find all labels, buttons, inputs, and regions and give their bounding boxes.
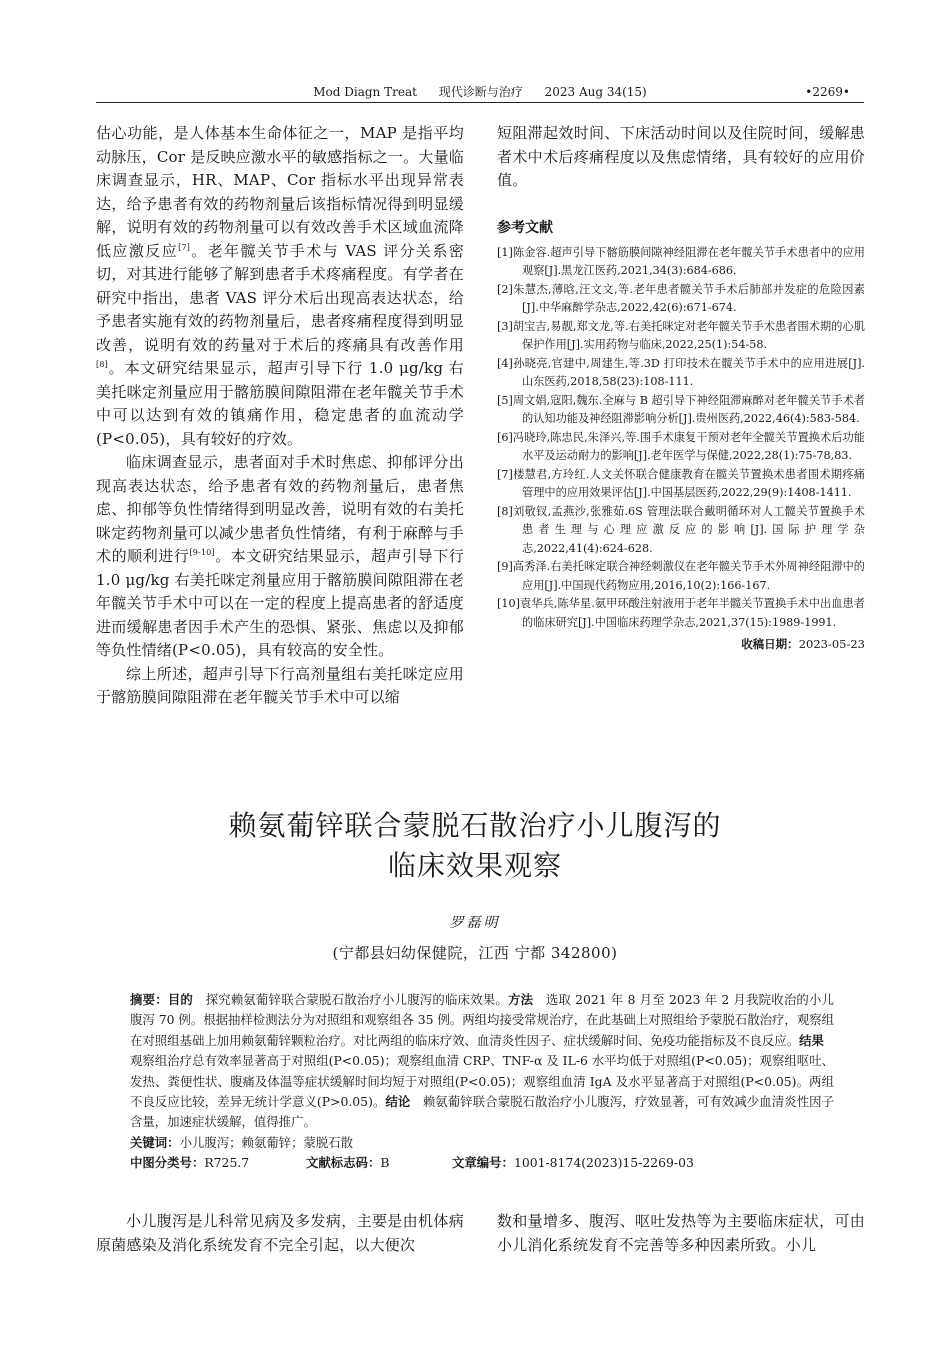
paragraph-3: 综上所述，超声引导下行高剂量组右美托咪定应用于髂筋膜间隙阻滞在老年髋关节手术中可以缩 <box>96 664 464 706</box>
intro-paragraph: 小儿腹泻是儿科常见病及多发病，主要是由机体病原菌感染及消化系统发育不完全引起，以大便次 <box>96 1212 464 1254</box>
abstract-text <box>130 990 837 1133</box>
references-list <box>497 244 865 633</box>
article-title <box>0 806 950 886</box>
journal-issue: 2023 Aug 34(15) <box>544 85 647 99</box>
objective-label: 目的 <box>167 992 194 1007</box>
methods-label: 方法 <box>508 992 534 1007</box>
citation-8: [8] <box>96 360 108 369</box>
header-center <box>96 82 864 102</box>
bottom-right-column <box>497 1210 865 1257</box>
reference-item: [5]周文娟,寇阳,魏东.全麻与 B 超引导下神经阻滞麻醉对老年髋关节手术者的认知功能及神经阻滞影响分析[J].贵州医药,2022,46(4):583-584. <box>497 393 865 425</box>
article-number <box>452 1153 694 1173</box>
right-column <box>497 122 865 652</box>
intro-continuation: 数和量增多、腹泻、呕吐发热等为主要临床症状，可由小儿消化系统发育不完善等多种因素所致。小儿 <box>497 1212 865 1254</box>
reference-item: [6]冯晓玲,陈忠民,朱泽兴,等.围手术康复干预对老年全髋关节置换术后功能水平及运动耐力的影响[J].老年医学与保健,2022,28(1):75-78,83. <box>497 430 865 462</box>
citation-7: [7] <box>178 242 191 252</box>
continuation-text: 短阻滞起效时间、下床活动时间以及住院时间，缓解患者术中术后疼痛程度以及焦虑情绪，具有较好的应用价值。 <box>497 124 865 189</box>
page-number: •2269• <box>805 85 850 99</box>
reference-item: [9]高秀泽.右美托咪定联合神经刺激仪在老年髋关节手术外周神经阻滞中的应用[J].中国现代药物应用,2016,10(2):166-167. <box>497 560 865 592</box>
methods-text: 选取 2021 年 8 月至 2023 年 2 月我院收治的小儿腹泻 70 例。根据抽样检测法分为对照组和观察组各 35 例。两组均接受常规治疗，在此基础上对照组给予蒙脱石散治疗，观察组在对照组基础上加用赖氨葡锌颗粒治疗。对比两组的临床疗效、血清炎性因子、症状缓解时间、免疫功能指标及不良反应。 <box>130 992 835 1048</box>
art-label: 文章编号： <box>452 1155 514 1171</box>
p1-text-c: 。本文研究结果显示，超声引导下行 1.0 μg/kg 右美托咪定剂量应用于髂筋膜间隙阻滞在老年髋关节手术中可以达到有效的镇痛作用，稳定患者的血流动学(P<0.05)，具有较好的疗效。 <box>96 359 464 448</box>
results-text: 观察组治疗总有效率显著高于对照组(P<0.05)；观察组血清 CRP、TNF-α 及 IL-6 水平均低于对照组(P<0.05)；观察组呕吐、发热、粪便性状、腹痛及体温等症状缓解时间均短于对照组(P<0.05)；观察组血清 IgA 及水平显著高于对照组(P<0.05)。两组不良反应比较，差异无统计学意义(P>0.05)。 <box>130 1032 837 1110</box>
p2-text-a: 临床调查显示，患者面对手术时焦虑、抑郁评分出现高表达状态，给予患者有效的药物剂量后，患者焦虑、抑郁等负性情绪得到明显改善，说明有效的右美托咪定药物剂量可以减少患者负性情绪，有利于麻醉与手术的顺利进行 <box>96 453 464 565</box>
paragraph-1 <box>96 122 464 451</box>
title-line-2: 临床效果观察 <box>387 849 562 882</box>
abstract-block <box>130 990 837 1174</box>
reference-item: [3]胡宝吉,易靓,郑文龙,等.右美托咪定对老年髋关节手术患者围术期的心肌保护作用[J].实用药物与临床,2022,25(1):54-58. <box>497 319 865 351</box>
doc-label: 文献标志码： <box>306 1155 381 1171</box>
reference-item: [8]刘敬钗,孟燕沙,张雅茹.6S 管理法联合戴明循环对人工髋关节置换手术患者生理与心理应激反应的影响[J].国际护理学杂志,2022,41(4):624-628. <box>497 504 865 555</box>
bottom-left-column <box>96 1210 464 1257</box>
author-name: 罗磊明 <box>449 915 501 931</box>
title-line-1: 赖氨葡锌联合蒙脱石散治疗小儿腹泻的 <box>228 809 722 842</box>
reference-item: [7]楼慧君,方玲红.人文关怀联合健康教育在髋关节置换术患者围术期疼痛管理中的应用效果评估[J].中国基层医药,2022,29(9):1408-1411. <box>497 467 865 499</box>
conclusion-text: 赖氨葡锌联合蒙脱石散治疗小儿腹泻，疗效显著，可有效减少血清炎性因子含量，加速症状缓解，值得推广。 <box>130 1094 835 1130</box>
results-label: 结果 <box>799 1032 824 1048</box>
objective-text: 探究赖氨葡锌联合蒙脱石散治疗小儿腹泻的临床效果。 <box>193 992 509 1007</box>
p1-text-b: 。老年髋关节手术与 VAS 评分关系密切，对其进行能够了解到患者手术疼痛程度。有学者在研究中指出，患者 VAS 评分术后出现高表达状态，给予患者实施有效的药物剂量后，患者疼痛程度得到明显改善，说明有效的药量对于术后的疼痛具有改善作用 <box>96 241 464 354</box>
reference-item: [1]陈金容.超声引导下髂筋膜间隙神经阻滞在老年髋关节手术患者中的应用观察[J].黑龙江医药,2021,34(3):684-686. <box>497 245 865 277</box>
journal-name-en: Mod Diagn Treat <box>313 85 417 99</box>
citation-9-10: [9-10] <box>189 548 215 557</box>
received-value: 2023-05-23 <box>798 637 865 651</box>
clc-value: R725.7 <box>204 1155 250 1171</box>
left-column <box>96 122 464 710</box>
p2-text-b: 。本文研究结果显示，超声引导下行 1.0 μg/kg 右美托咪定剂量应用于髂筋膜间隙阻滞在老年髋关节手术中可以在一定的程度上提高患者的舒适度进而缓解患者因手术产生的恐惧、紧张、焦虑以及抑郁等负性情绪(P<0.05)，具有较高的安全性。 <box>96 547 465 659</box>
doc-value: B <box>380 1155 390 1171</box>
classification-line <box>130 1153 834 1173</box>
clc-label: 中图分类号： <box>130 1155 205 1171</box>
document-code <box>306 1153 452 1173</box>
clc-number <box>130 1153 306 1173</box>
reference-item: [10]袁华兵,陈华星.氨甲环酸注射液用于老年半髋关节置换手术中出血患者的临床研究[J].中国临床药理学杂志,2021,37(15):1989-1991. <box>497 597 865 629</box>
author-affiliation: (宁都县妇幼保健院，江西 宁都 342800) <box>332 944 618 962</box>
p1-text-a: 估心功能，是人体基本生命体征之一，MAP 是指平均动脉压，Cor 是反映应激水平的敏感指标之一。大量临床调查显示，HR、MAP、Cor 指标水平出现异常表达，给予患者有效的药物剂量后该指标情况得到明显缓解，说明有效的药物剂量可以有效改善手术区域血流降低应激反应 <box>96 124 464 260</box>
journal-name-cn: 现代诊断与治疗 <box>438 85 523 99</box>
received-date <box>497 636 865 652</box>
paragraph-2 <box>96 451 464 663</box>
references-title: 参考文献 <box>497 219 553 236</box>
reference-item: [2]朱慧杰,薄晗,汪文文,等.老年患者髋关节手术后肺部并发症的危险因素[J].中华麻醉学杂志,2022,42(6):671-674. <box>497 282 865 314</box>
reference-item: [4]孙晓亮,官建中,周建生,等.3D 打印技术在髋关节手术中的应用进展[J].山东医药,2018,58(23):108-111. <box>497 356 865 388</box>
conclusion-label: 结论 <box>385 1094 411 1110</box>
abstract-label: 摘要： <box>130 992 168 1007</box>
received-label: 收稿日期： <box>741 637 799 651</box>
keywords <box>130 1133 834 1153</box>
running-header <box>96 82 864 103</box>
keywords-text: 小儿腹泻；赖氨葡锌；蒙脱石散 <box>179 1134 354 1150</box>
keywords-label: 关键词： <box>130 1134 180 1150</box>
art-value: 1001-8174(2023)15-2269-03 <box>513 1155 694 1171</box>
